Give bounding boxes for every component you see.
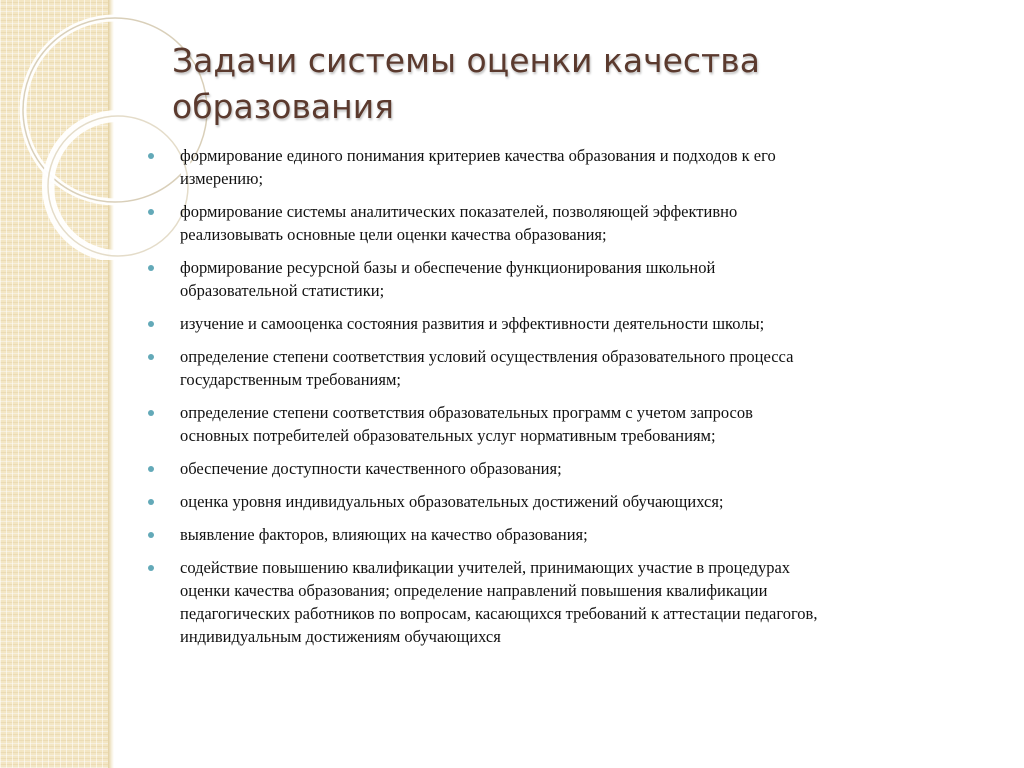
- bullet-icon: [148, 532, 154, 538]
- list-item: [148, 256, 968, 302]
- list-item-text: определение степени соответствия условий осуществления образовательного процесса государственным требованиям;: [180, 347, 794, 389]
- list-item-text: оценка уровня индивидуальных образовательных достижений обучающихся;: [180, 492, 724, 511]
- list-item-text: содействие повышению квалификации учителей, принимающих участие в процедурах оценки качества образования; определение направлений повышения квалификации педагогических работников по вопросам, касающихся требований к аттестации педагогов, индивидуальным достижениям обучающихся: [180, 558, 818, 646]
- list-item: [148, 490, 968, 513]
- list-item-text: определение степени соответствия образовательных программ с учетом запросов основных потребителей образовательных услуг нормативным требованиям;: [180, 403, 753, 445]
- page-title: Задачи системы оценки качества образования: [172, 41, 760, 126]
- task-list: [148, 144, 968, 658]
- list-item: [148, 523, 968, 546]
- bullet-icon: [148, 410, 154, 416]
- bullet-icon: [148, 354, 154, 360]
- list-item-text: изучение и самооценка состояния развития и эффективности деятельности школы;: [180, 314, 765, 333]
- list-item: [148, 556, 968, 648]
- bullet-icon: [148, 466, 154, 472]
- list-item: [148, 401, 968, 447]
- list-item-text: обеспечение доступности качественного образования;: [180, 459, 562, 478]
- bullet-icon: [148, 153, 154, 159]
- list-item: [148, 312, 968, 335]
- list-item: [148, 457, 968, 480]
- list-item-text: выявление факторов, влияющих на качество образования;: [180, 525, 588, 544]
- list-item: [148, 345, 968, 391]
- bullet-icon: [148, 209, 154, 215]
- bullet-icon: [148, 321, 154, 327]
- bullet-icon: [148, 499, 154, 505]
- bullet-icon: [148, 565, 154, 571]
- bullet-icon: [148, 265, 154, 271]
- list-item: [148, 144, 968, 190]
- list-item-text: формирование единого понимания критериев качества образования и подходов к его измерению;: [180, 146, 776, 188]
- list-item-text: формирование системы аналитических показателей, позволяющей эффективно реализовывать основные цели оценки качества образования;: [180, 202, 738, 244]
- list-item: [148, 200, 968, 246]
- list-item-text: формирование ресурсной базы и обеспечение функционирования школьной образовательной статистики;: [180, 258, 716, 300]
